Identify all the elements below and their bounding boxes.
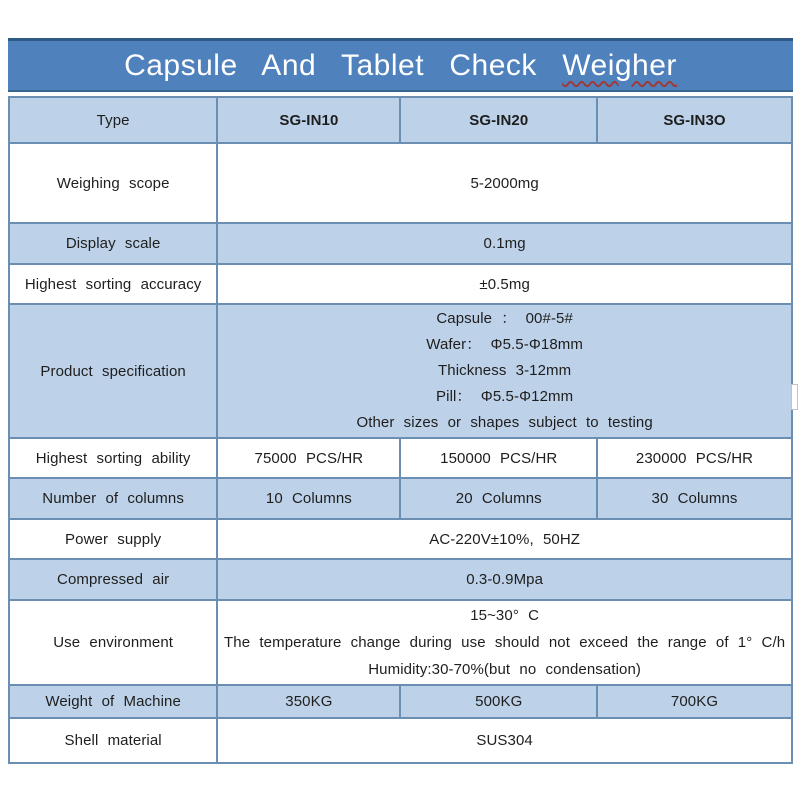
env-line-humidity: Humidity:30-70%(but no condensation): [368, 661, 642, 678]
value-sorting-accuracy: ±0.5mg: [217, 264, 792, 304]
row-label-power-supply: Power supply: [9, 519, 217, 559]
product-specification-lines: [222, 306, 787, 436]
row-label-sorting-accuracy: Highest sorting accuracy: [9, 264, 217, 304]
spec-line-pill: Pill： Φ5.5-Φ12mm: [436, 388, 574, 405]
row-label-use-environment: Use environment: [9, 600, 217, 685]
value-weight-2: 500KG: [400, 685, 597, 718]
env-line-temperature-range: 15~30° C: [470, 607, 540, 624]
row-label-product-specification: Product specification: [9, 304, 217, 438]
value-weighing-scope: 5-2000mg: [217, 143, 792, 223]
env-line-temperature-change: The temperature change during use should not exceed the range of 1° C/h: [224, 634, 786, 651]
spec-line-other: Other sizes or shapes subject to testing: [356, 414, 653, 431]
header-type-label: Type: [9, 97, 217, 143]
row-label-shell-material: Shell material: [9, 718, 217, 763]
header-model-3: SG-IN3O: [597, 97, 792, 143]
row-label-compressed-air: Compressed air: [9, 559, 217, 600]
row-sorting-ability: [9, 438, 792, 478]
row-number-of-columns: [9, 478, 792, 519]
value-columns-3: 30 Columns: [597, 478, 792, 519]
value-weight-3: 700KG: [597, 685, 792, 718]
row-label-number-of-columns: Number of columns: [9, 478, 217, 519]
row-product-specification: [9, 304, 792, 438]
spec-line-wafer: Wafer： Φ5.5-Φ18mm: [426, 336, 583, 353]
table-edge-handle-artifact: [791, 384, 798, 410]
spec-table-wrap: [8, 96, 793, 764]
value-sorting-ability-3: 230000 PCS/HR: [597, 438, 792, 478]
row-sorting-accuracy: [9, 264, 792, 304]
header-row: [9, 97, 792, 143]
row-label-sorting-ability: Highest sorting ability: [9, 438, 217, 478]
row-weight-of-machine: [9, 685, 792, 718]
page-title-main: Capsule And Tablet Check: [124, 48, 537, 82]
value-product-specification: [217, 304, 792, 438]
row-display-scale: [9, 223, 792, 264]
row-compressed-air: [9, 559, 792, 600]
value-sorting-ability-2: 150000 PCS/HR: [400, 438, 597, 478]
row-label-weighing-scope: Weighing scope: [9, 143, 217, 223]
value-sorting-ability-1: 75000 PCS/HR: [217, 438, 400, 478]
value-display-scale: 0.1mg: [217, 223, 792, 264]
page-title: [124, 49, 677, 83]
value-power-supply: AC-220V±10%, 50HZ: [217, 519, 792, 559]
use-environment-lines: [222, 602, 787, 683]
value-columns-2: 20 Columns: [400, 478, 597, 519]
header-model-1: SG-IN10: [217, 97, 400, 143]
row-shell-material: [9, 718, 792, 763]
page-title-underlined-word: Weigher: [562, 48, 677, 82]
value-shell-material: SUS304: [217, 718, 792, 763]
spec-line-thickness: Thickness 3-12mm: [438, 362, 572, 379]
row-label-weight-of-machine: Weight of Machine: [9, 685, 217, 718]
value-compressed-air: 0.3-0.9Mpa: [217, 559, 792, 600]
row-label-display-scale: Display scale: [9, 223, 217, 264]
row-power-supply: [9, 519, 792, 559]
spec-line-capsule: Capsule ： 00#-5#: [436, 310, 573, 327]
value-weight-1: 350KG: [217, 685, 400, 718]
header-model-2: SG-IN20: [400, 97, 597, 143]
row-weighing-scope: [9, 143, 792, 223]
spec-table: [8, 96, 793, 764]
title-banner: [8, 38, 793, 92]
value-use-environment: [217, 600, 792, 685]
value-columns-1: 10 Columns: [217, 478, 400, 519]
row-use-environment: [9, 600, 792, 685]
